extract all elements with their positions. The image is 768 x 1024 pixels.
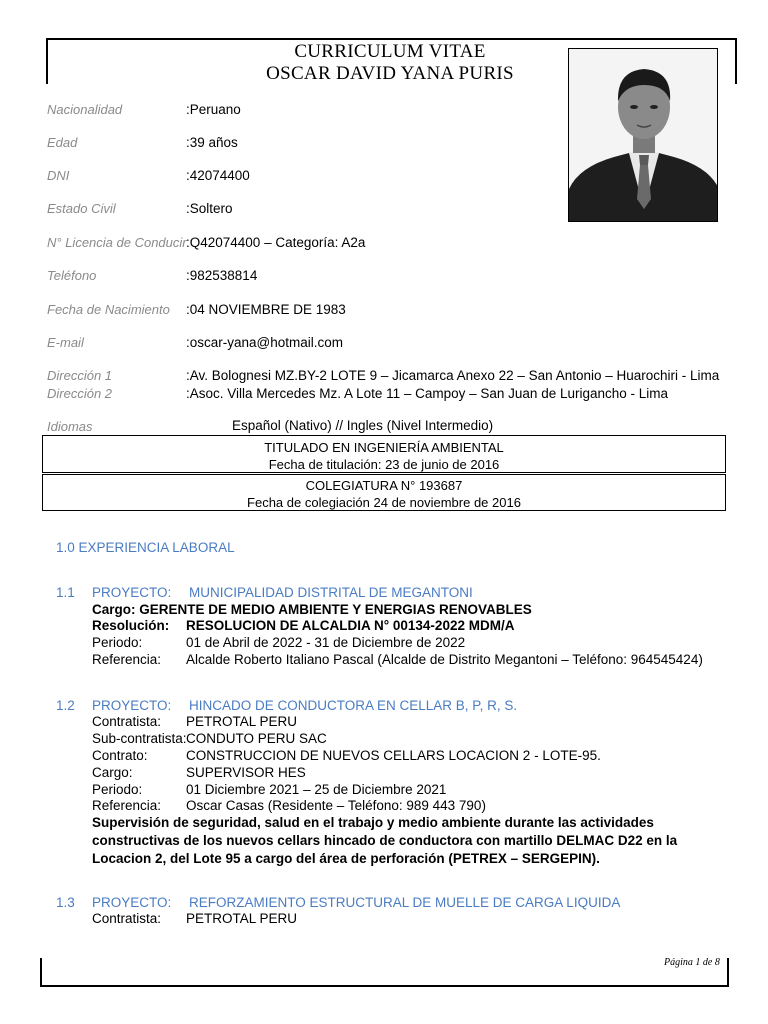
degree-title: TITULADO EN INGENIERÍA AMBIENTAL	[264, 440, 504, 455]
footer-left-bar	[40, 958, 42, 986]
project-contratista-label: Contratista:	[92, 911, 162, 926]
idiomas-value: Español (Nativo) // Ingles (Nivel Intermedio)	[232, 418, 494, 433]
project-resolucion-label: Resolución:	[92, 618, 170, 633]
page-number: Página 1 de 8	[664, 957, 720, 968]
project-contratista-label: Contratista:	[92, 714, 162, 729]
project-number: 1.2	[56, 698, 75, 713]
colegiatura-box	[42, 474, 726, 511]
licencia-value: :Q42074400 – Categoría: A2a	[186, 235, 366, 250]
project-description: Supervisión de seguridad, salud en el trabajo y medio ambiente durante las actividades constructivas de los nuevos cellars hincado de conductora con martillo DELMAC D22 en la Locacion 2, del Lote 95 a cargo del área de perforación (PETREX – SERGEPIN).	[92, 815, 678, 866]
telefono-label: Teléfono	[47, 268, 97, 283]
email-label: E-mail	[47, 335, 84, 350]
person-photo-icon	[569, 49, 718, 222]
direccion-2-label: Dirección 2	[47, 386, 113, 401]
direccion-1-value: :Av. Bolognesi MZ.BY-2 LOTE 9 – Jicamarca Anexo 22 – San Antonio – Huarochiri - Lima	[186, 368, 720, 383]
nacionalidad-label: Nacionalidad	[47, 102, 123, 117]
estado-civil-value: :Soltero	[186, 201, 233, 216]
dni-label: DNI	[47, 168, 70, 183]
header-left-bar	[46, 38, 48, 84]
project-referencia-label: Referencia:	[92, 652, 162, 667]
edad-label: Edad	[47, 135, 78, 150]
project-number: 1.1	[56, 585, 75, 600]
project-contrato-label: Contrato:	[92, 748, 148, 763]
colegiatura-date: Fecha de colegiación 24 de noviembre de 2016	[247, 495, 521, 510]
project-cargo-label: Cargo:	[92, 765, 133, 780]
project-referencia-value: Oscar Casas (Residente – Teléfono: 989 443 790)	[186, 798, 486, 813]
experience-heading: 1.0 EXPERIENCIA LABORAL	[56, 540, 235, 555]
project-subcontratista-value: CONDUTO PERU SAC	[186, 731, 327, 746]
project-periodo-label: Periodo:	[92, 782, 143, 797]
degree-date: Fecha de titulación: 23 de junio de 2016	[268, 457, 500, 472]
project-resolucion-value: RESOLUCION DE ALCALDIA N° 00134-2022 MDM/A	[186, 618, 515, 633]
project-contratista-value: PETROTAL PERU	[186, 714, 298, 729]
edad-value: :39 años	[186, 135, 238, 150]
project-referencia-value: Alcalde Roberto Italiano Pascal (Alcalde de Distrito Megantoni – Teléfono: 964545424)	[186, 652, 703, 667]
footer-right-bar	[727, 958, 729, 986]
project-referencia-label: Referencia:	[92, 798, 162, 813]
dni-value: :42074400	[186, 168, 250, 183]
header-top-rule	[46, 38, 737, 40]
project-cargo-value: SUPERVISOR HES	[186, 765, 306, 780]
project-cargo: Cargo: GERENTE DE MEDIO AMBIENTE Y ENERGIAS RENOVABLES	[92, 602, 532, 617]
project-number: 1.3	[56, 895, 75, 910]
project-periodo-label: Periodo:	[92, 635, 143, 650]
estado-civil-label: Estado Civil	[47, 201, 116, 216]
idiomas-label: Idiomas	[47, 419, 93, 434]
colegiatura-number: COLEGIATURA N° 193687	[305, 478, 463, 493]
header-right-bar	[735, 38, 737, 84]
email-value: :oscar-yana@hotmail.com	[186, 335, 344, 350]
direccion-2-value: :Asoc. Villa Mercedes Mz. A Lote 11 – Campoy – San Juan de Lurigancho - Lima	[186, 386, 669, 401]
project-contrato-value: CONSTRUCCION DE NUEVOS CELLARS LOCACION 2 - LOTE-95.	[186, 748, 601, 763]
degree-box	[42, 435, 726, 473]
project-key: PROYECTO:	[92, 698, 172, 713]
document-title: CURRICULUM VITAE	[294, 41, 486, 62]
project-key: PROYECTO:	[92, 585, 172, 600]
project-name: REFORZAMIENTO ESTRUCTURAL DE MUELLE DE CARGA LIQUIDA	[189, 895, 621, 910]
fecha-nacimiento-value: :04 NOVIEMBRE DE 1983	[186, 302, 346, 317]
fecha-nacimiento-label: Fecha de Nacimiento	[47, 302, 170, 317]
project-periodo-value: 01 de Abril de 2022 - 31 de Diciembre de 2022	[186, 635, 466, 650]
project-key: PROYECTO:	[92, 895, 172, 910]
telefono-value: :982538814	[186, 268, 258, 283]
project-name: MUNICIPALIDAD DISTRITAL DE MEGANTONI	[189, 585, 473, 600]
project-name: HINCADO DE CONDUCTORA EN CELLAR B, P, R, S.	[189, 698, 518, 713]
project-subcontratista-label: Sub-contratista:	[92, 731, 187, 746]
project-contratista-value: PETROTAL PERU	[186, 911, 298, 926]
project-periodo-value: 01 Diciembre 2021 – 25 de Diciembre 2021	[186, 782, 447, 797]
person-name: OSCAR DAVID YANA PURIS	[266, 63, 514, 84]
nacionalidad-value: :Peruano	[186, 102, 241, 117]
footer-rule	[40, 985, 729, 987]
direccion-1-label: Dirección 1	[47, 368, 113, 383]
profile-photo	[568, 48, 718, 222]
licencia-label: N° Licencia de Conducir	[47, 235, 187, 250]
